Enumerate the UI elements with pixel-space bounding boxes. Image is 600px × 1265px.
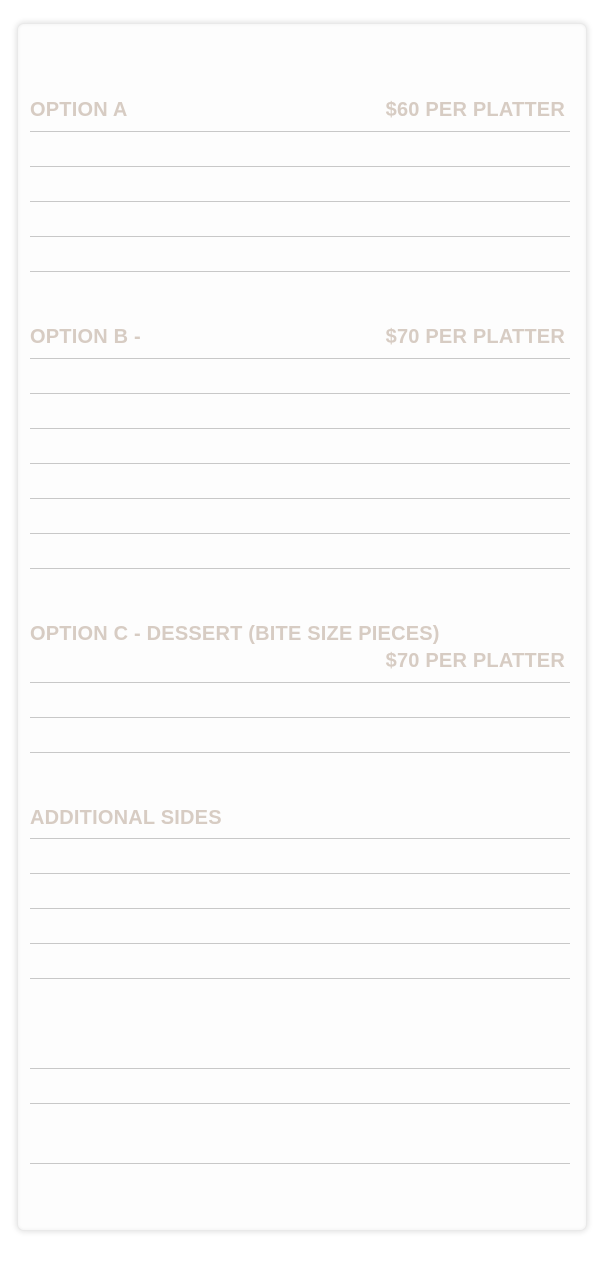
section-title-additional-sides: ADDITIONAL SIDES — [30, 807, 222, 829]
blank-line — [30, 236, 570, 237]
blank-line — [30, 838, 570, 839]
section-title-option-b: OPTION B - — [30, 326, 141, 348]
blank-line — [30, 752, 570, 753]
section-title-option-a: OPTION A — [30, 99, 128, 121]
blank-line — [30, 908, 570, 909]
blank-line — [30, 873, 570, 874]
section-price-option-b: $70 PER PLATTER — [385, 326, 565, 348]
section-price-option-a: $60 PER PLATTER — [385, 99, 565, 121]
blank-line — [30, 393, 570, 394]
blank-line — [30, 201, 570, 202]
section-title-option-c: OPTION C - DESSERT (BITE SIZE PIECES) — [30, 623, 440, 645]
blank-line — [30, 943, 570, 944]
blank-line — [30, 1068, 570, 1069]
blank-line — [30, 1163, 570, 1164]
blank-line — [30, 463, 570, 464]
blank-line — [30, 533, 570, 534]
blank-line — [30, 978, 570, 979]
section-price-option-c: $70 PER PLATTER — [385, 650, 565, 672]
blank-line — [30, 717, 570, 718]
blank-line — [30, 682, 570, 683]
blank-line — [30, 358, 570, 359]
blank-line — [30, 498, 570, 499]
blank-line — [30, 166, 570, 167]
blank-line — [30, 428, 570, 429]
blank-line — [30, 568, 570, 569]
blank-line — [30, 1103, 570, 1104]
blank-line — [30, 271, 570, 272]
blank-line — [30, 131, 570, 132]
